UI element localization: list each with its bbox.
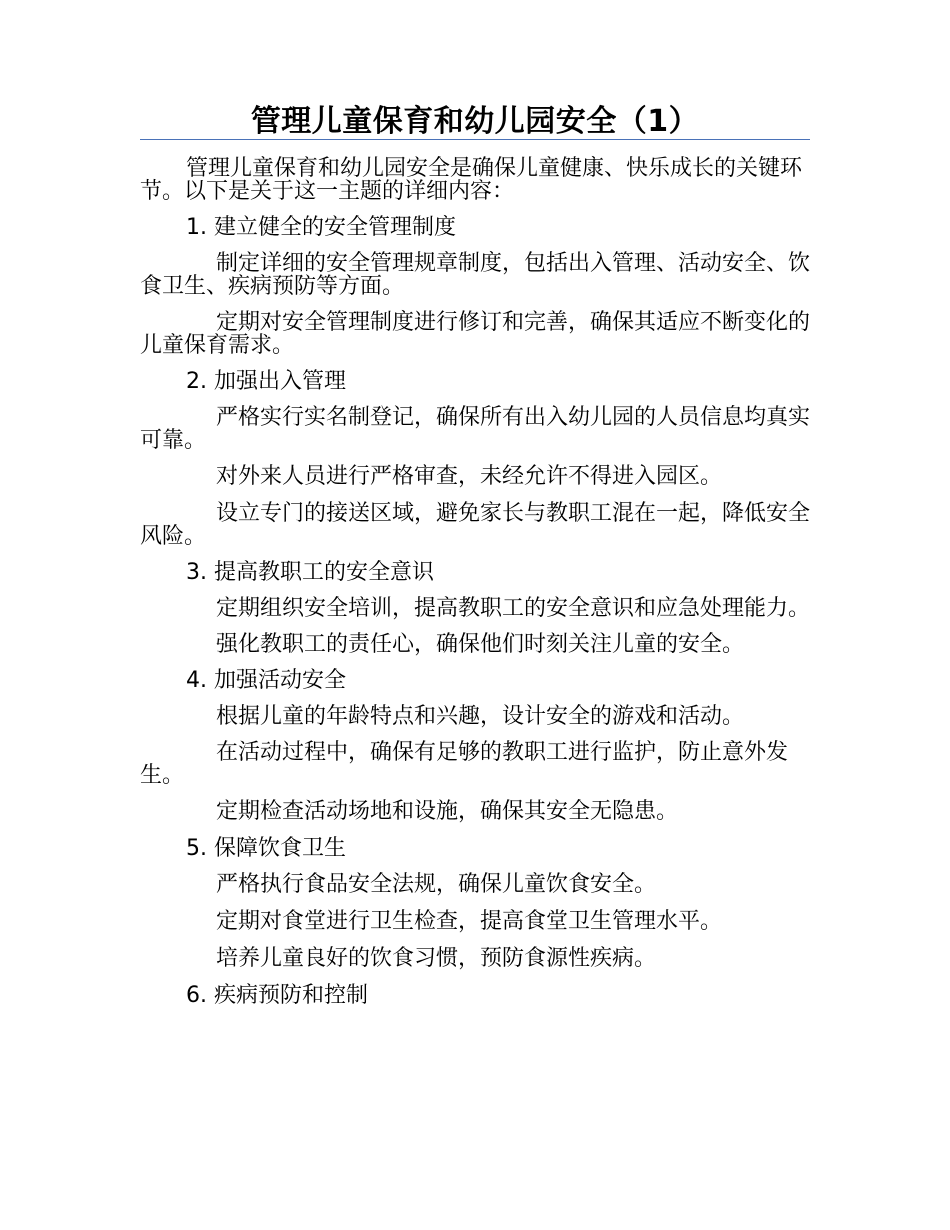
section-item: 强化教职工的责任心，确保他们时刻关注儿童的安全。 bbox=[216, 632, 745, 657]
section-item: 定期对安全管理制度进行修订和完善，确保其适应不断变化的儿童保育需求。 bbox=[140, 310, 811, 358]
section-heading: 1. 建立健全的安全管理制度 bbox=[186, 215, 456, 240]
section-item: 定期检查活动场地和设施，确保其安全无隐患。 bbox=[216, 799, 679, 824]
section-item: 根据儿童的年龄特点和兴趣，设计安全的游戏和活动。 bbox=[216, 704, 745, 729]
section-heading: 4. 加强活动安全 bbox=[186, 668, 346, 693]
section-item: 培养儿童良好的饮食习惯，预防食源性疾病。 bbox=[216, 946, 657, 971]
section-item: 设立专门的接送区域，避免家长与教职工混在一起，降低安全风险。 bbox=[140, 501, 811, 549]
section-item: 定期对食堂进行卫生检查，提高食堂卫生管理水平。 bbox=[216, 909, 723, 934]
section-6 bbox=[140, 984, 810, 1007]
section-item: 对外来人员进行严格审查，未经允许不得进入园区。 bbox=[216, 464, 723, 489]
section-1 bbox=[140, 216, 810, 357]
section-5 bbox=[140, 837, 810, 970]
section-3 bbox=[140, 561, 810, 656]
section-item: 定期组织安全培训，提高教职工的安全意识和应急处理能力。 bbox=[216, 596, 811, 621]
section-item: 制定详细的安全管理规章制度，包括出入管理、活动安全、饮食卫生、疾病预防等方面。 bbox=[140, 251, 811, 299]
intro-paragraph: 管理儿童保育和幼儿园安全是确保儿童健康、快乐成长的关键环节。以下是关于这一主题的详细内容： bbox=[140, 156, 803, 204]
document-body bbox=[140, 157, 810, 1020]
section-heading: 2. 加强出入管理 bbox=[186, 369, 346, 394]
section-item: 严格执行食品安全法规，确保儿童饮食安全。 bbox=[216, 872, 657, 897]
section-heading: 3. 提高教职工的安全意识 bbox=[186, 560, 434, 585]
section-4 bbox=[140, 669, 810, 823]
section-item: 严格实行实名制登记，确保所有出入幼儿园的人员信息均真实可靠。 bbox=[140, 405, 811, 453]
section-heading: 6. 疾病预防和控制 bbox=[186, 983, 368, 1008]
section-item: 在活动过程中，确保有足够的教职工进行监护，防止意外发生。 bbox=[140, 740, 789, 788]
section-2 bbox=[140, 370, 810, 548]
title-underline bbox=[140, 139, 810, 140]
section-heading: 5. 保障饮食卫生 bbox=[186, 836, 346, 861]
document-title: 管理儿童保育和幼儿园安全（1） bbox=[250, 104, 700, 139]
